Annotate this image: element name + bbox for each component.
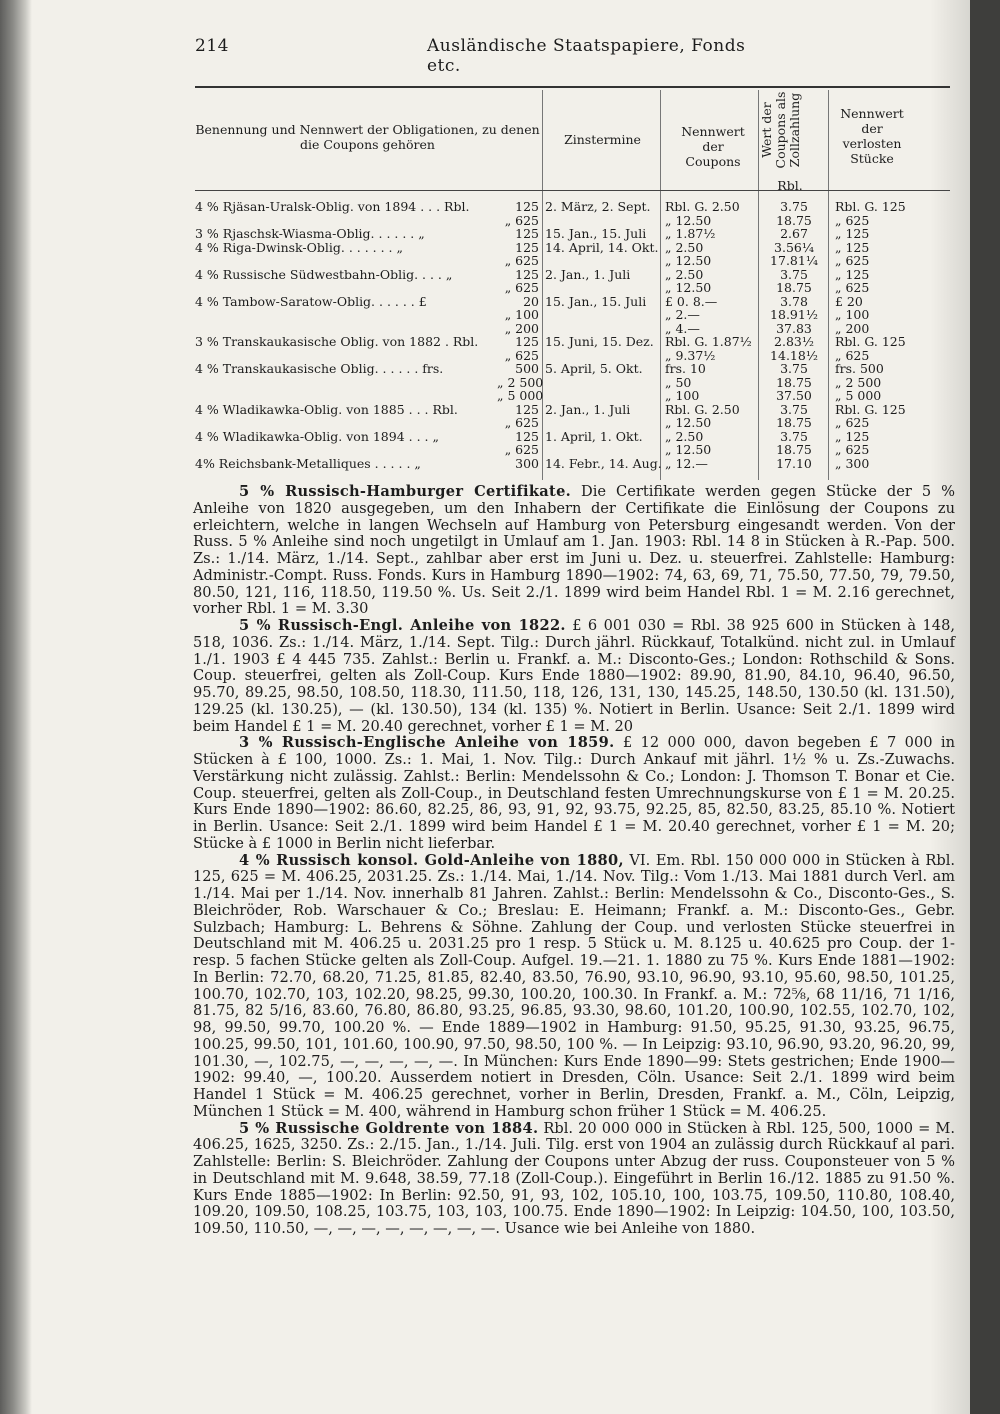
table-cell-coupon: „ 2.50 <box>665 266 704 282</box>
table-cell-name: 4 % Wladikawka-Oblig. von 1885 . . . Rbl. <box>195 401 458 417</box>
table-header-rule <box>195 190 950 191</box>
table-cell-coupon: „ 12.50 <box>665 442 712 457</box>
table-cell-drawn: „ 125 <box>835 226 870 241</box>
table-cell-value: 2.83½ <box>774 334 814 349</box>
col-header-interest-dates: Zinstermine <box>564 132 641 147</box>
table-cell-value: 37.83 <box>776 320 812 336</box>
bond-coupon-table <box>195 200 955 480</box>
table-cell-value: 17.10 <box>776 455 812 471</box>
table-cell-name: 4 % Transkaukasische Oblig. . . . . . frs. <box>195 361 444 376</box>
table-cell-value: 3.75 <box>780 428 808 444</box>
table-cell-dates: 2. Jan., 1. Juli <box>545 401 631 417</box>
table-cell-nom: 125 <box>515 239 539 255</box>
table-cell-drawn: „ 5 000 <box>835 388 882 403</box>
table-cell-dates <box>545 254 657 268</box>
table-cell-nom: „ 625 <box>504 442 539 457</box>
table-cell-dates <box>545 443 657 457</box>
paragraph <box>193 1121 955 1238</box>
table-cell-value: 14.18½ <box>770 347 818 363</box>
table-cell-nom: „ 2 500 <box>497 374 544 390</box>
paragraph <box>193 484 955 618</box>
table-cell-name: 4 % Rjäsan-Uralsk-Oblig. von 1894 . . . Rbl. <box>195 199 470 214</box>
column-coupon-value <box>761 200 827 470</box>
table-cell-dates <box>545 281 657 295</box>
table-cell-dates <box>545 308 657 322</box>
table-cell-coupon: Rbl. G. 1.87½ <box>665 334 752 349</box>
table-cell-name <box>195 322 533 336</box>
table-cell-name <box>195 349 533 363</box>
table-cell-drawn: frs. 500 <box>835 361 884 376</box>
table-cell-name: 3 % Transkaukasische Oblig. von 1882 . Rbl. <box>195 334 479 349</box>
table-cell-nom: 500 <box>515 361 539 376</box>
table-cell-name: 4 % Tambow-Saratow-Oblig. . . . . . £ <box>195 293 427 309</box>
table-cell-name: 4 % Russische Südwestbahn-Oblig. . . . „ <box>195 266 453 282</box>
table-cell-name <box>195 389 533 403</box>
header-rule <box>195 86 950 88</box>
table-cell-nom: „ 625 <box>504 415 539 430</box>
table-cell-coupon: „ 12.— <box>665 455 708 471</box>
table-cell-dates <box>545 214 657 228</box>
paragraph-heading: 3 % Russisch-Englische Anleihe von 1859. <box>239 734 615 752</box>
col-header-designation: Benennung und Nennwert der Obligationen, zu denen die Coupons gehören <box>195 122 540 152</box>
scan-edge-left <box>0 0 32 1414</box>
table-cell-coupon: „ 12.50 <box>665 280 712 295</box>
table-cell-value: 18.75 <box>776 280 812 295</box>
table-cell-value: 3.75 <box>780 361 808 376</box>
table-cell-drawn: „ 625 <box>835 347 870 363</box>
table-cell-dates: 2. März, 2. Sept. <box>545 199 651 214</box>
table-cell-drawn: „ 100 <box>835 307 870 322</box>
table-cell-coupon: „ 9.37½ <box>665 347 716 363</box>
table-cell-coupon: „ 2.50 <box>665 239 704 255</box>
table-cell-name <box>195 376 533 390</box>
table-cell-value: 3.78 <box>780 293 808 309</box>
column-coupon-nominal <box>665 200 751 470</box>
table-cell-dates: 15. Jan., 15. Juli <box>545 293 647 309</box>
paragraph <box>193 853 955 1121</box>
paragraph-text: VI. Em. Rbl. 150 000 000 in Stücken à Rbl. 125, 625 = M. 406.25, 2031.25. Zs.: 1./14. Mai, 1./14. Nov. Tilg.: Vom 1./13. Mai 1881 durch Verl. am 1./14. Mai per 1./14. Nov. innerhalb 81 Jahren. Zahlst.: Berlin: Mendelssohn & Co., Disconto-Ges., S. Bleichröder, Rob. Warschauer & Co.; Breslau: E. Heimann; Frankf. a. M.: Disconto-Ges., Gebr. Sulzbach; Hamburg: L. Behrens & Söhne. Zahlung der Coup. und verlosten Stücke steuerfrei in Deutschland mit M. 406.25 u. 2031.25 pro 1 resp. 5 Stück u. M. 8.125 u. 40.625 pro Coup. der 1- resp. 5 fachen Stücke gelten als Zoll-Coup. Aufgel. 19.—21. 1. 1880 zu 75 %. Kurs Ende 1881—1902: In Berlin: 72.70, 68.20, 71.25, 81.85, 82.40, 83.50, 76.90, 93.10, 96.90, 93.10, 95.60, 98.50, 101.25, 100.70, 102.70, 103, 102.20, 98.25, 99.30, 100.20, 100.30. In Frankf. a. M.: 72⅝, 68 11/16, 71 1/16, 81.75, 82 5/16, 83.60, 76.80, 86.80, 93.25, 96.85, 93.30, 98.60, 101.20, 100.90, 102.55, 102.70, 102, 98, 99.50, 99.70, 100.20 %. — Ende 1889—1902 in Hamburg: 91.50, 95.25, 91.30, 93.25, 96.75, 100.25, 99.50, 101, 101.60, 100.90, 97.50, 98.50, 100 %. — In Leipzig: 93.10, 96.90, 93.20, 96.20, 99, 101.30, —, 102.75, —, —, —, —, —. In München: Kurs Ende 1890—99: Stets gestrichen; Ende 1900—1902: 99.40, —, 100.20. Ausserdem notiert in Dresden, Cöln. Usance: Seit 2./1. 1899 wird beim Handel 1 Stück = M. 406.25 gerechnet, vorher in Berlin, Dresden, Frankf. a. M., Cöln, Leipzig, München 1 Stück = M. 400, während in Hamburg schon früher 1 Stück = M. 406.25. <box>193 851 955 1120</box>
table-cell-name <box>195 254 533 268</box>
table-cell-coupon: £ 0. 8.— <box>665 293 718 309</box>
table-cell-coupon: frs. 10 <box>665 361 706 376</box>
table-header <box>195 90 950 190</box>
table-cell-drawn: „ 625 <box>835 253 870 268</box>
table-cell-name: 3 % Rjaschsk-Wiasma-Oblig. . . . . . „ <box>195 226 425 241</box>
table-cell-value: 3.75 <box>780 199 808 214</box>
table-cell-dates: 1. April, 1. Okt. <box>545 428 643 444</box>
page-number: 214 <box>195 36 229 56</box>
table-cell-value: 17.81¼ <box>770 253 818 268</box>
table-cell-coupon: „ 12.50 <box>665 212 712 228</box>
table-cell-coupon: „ 4.— <box>665 320 700 336</box>
table-cell-coupon: „ 100 <box>665 388 700 403</box>
table-cell-name: 4% Reichsbank-Metalliques . . . . . „ <box>195 455 421 471</box>
table-cell-drawn: „ 125 <box>835 266 870 282</box>
table-cell-nom: „ 625 <box>504 280 539 295</box>
table-cell-coupon: Rbl. G. 2.50 <box>665 199 740 214</box>
col-header-drawn-nominal: Nennwert der verlosten Stücke <box>840 106 904 166</box>
table-cell-drawn: Rbl. G. 125 <box>835 401 906 417</box>
table-cell-value: 2.67 <box>780 226 808 241</box>
table-cell-drawn: „ 2 500 <box>835 374 882 390</box>
table-cell-dates <box>545 389 657 403</box>
paragraph-heading: 5 % Russisch-Engl. Anleihe von 1822. <box>239 617 566 634</box>
paragraph-heading: 4 % Russisch konsol. Gold-Anleihe von 1880, <box>239 851 624 869</box>
table-cell-name <box>195 416 533 430</box>
table-cell-drawn: „ 625 <box>835 415 870 430</box>
table-cell-dates: 14. April, 14. Okt. <box>545 239 659 255</box>
paragraph-text: £ 12 000 000, davon begeben £ 7 000 in Stücken à £ 100, 1000. Zs.: 1. Mai, 1. Nov. Tilg.: Durch Ankauf mit jährl. 1½ % u. Zs.-Zuwachs. Verstärkung nicht zulässig. Zahlst.: Berlin: Mendelssohn & Co.; London: J. Thomson T. Bonar et Cie. Coup. steuerfrei, gelten als Zoll-Coup., in Deutschland festen Umrechnungskurse von £ 1 = M. 20.25. Kurs Ende 1890—1902: 86.60, 82.25, 86, 93, 91, 92, 93.75, 92.25, 85, 82.50, 83.25, 85.10 %. Notiert in Berlin. Usance: Seit 2./1. 1899 wird beim Handel £ 1 = M. 20.40 gerechnet, vorher £ 1 = M. 20; Stücke à £ 1000 in Berlin nicht lieferbar. <box>193 734 955 852</box>
column-interest-dates <box>545 199 662 471</box>
table-cell-nom: „ 5 000 <box>497 388 544 403</box>
column-designation <box>195 200 533 470</box>
running-title: Ausländische Staatspapiere, Fonds etc. <box>427 36 746 76</box>
table-cell-value: 3.75 <box>780 401 808 417</box>
table-cell-drawn: Rbl. G. 125 <box>835 199 906 214</box>
column-drawn-nominal <box>835 200 907 470</box>
table-cell-value: 18.75 <box>776 442 812 457</box>
paragraph-heading: 5 % Russische Goldrente von 1884. <box>239 1119 539 1137</box>
table-cell-dates: 14. Febr., 14. Aug. <box>545 455 662 471</box>
col-header-coupon-value-text: Wert der Coupons als Zollzahlung <box>759 91 802 169</box>
article-body <box>193 484 955 1238</box>
table-cell-dates <box>545 416 657 430</box>
table-cell-coupon: „ 1.87½ <box>665 226 716 241</box>
table-cell-coupon: „ 12.50 <box>665 253 712 268</box>
table-cell-nom: „ 625 <box>504 253 539 268</box>
table-cell-name <box>195 281 533 295</box>
paragraph-text: £ 6 001 030 = Rbl. 38 925 600 in Stücken à 148, 518, 1036. Zs.: 1./14. März, 1./14. Sept. Tilg.: Durch jährl. Rückkauf, Totalkünd. nicht zul. in Umlauf 1./1. 1903 £ 4 445 735. Zahlst.: Berlin u. Frankf. a. M.: Disconto-Ges.; London: Rothschild & Sons. Coup. steuerfrei, gelten als Zoll-Coup. Kurs Ende 1880—1902: 89.90, 81.90, 84.10, 96.40, 96.50, 95.70, 89.25, 98.50, 108.50, 118.30, 111.50, 118, 126, 131, 130, 145.25, 148.50, 130.50 (kl. 131.50), 129.25 (kl. 130.25), — (kl. 130.50), 134 (kl. 135) %. Notiert in Berlin. Usance: Seit 2./1. 1899 wird beim Handel £ 1 = M. 20.40 gerechnet, vorher £ 1 = M. 20 <box>193 617 956 735</box>
table-cell-dates <box>545 349 657 363</box>
table-cell-nom: 125 <box>515 199 539 214</box>
table-cell-value: 3.56¼ <box>774 239 814 255</box>
page-header <box>195 36 770 76</box>
table-cell-nom: 20 <box>523 293 539 309</box>
table-cell-nom: 125 <box>515 266 539 282</box>
paragraph <box>193 735 955 852</box>
table-cell-nom: „ 625 <box>504 347 539 363</box>
table-cell-coupon: Rbl. G. 2.50 <box>665 401 740 417</box>
table-cell-nom: 125 <box>515 401 539 417</box>
table-cell-coupon: „ 2.50 <box>665 428 704 444</box>
table-cell-dates <box>545 376 657 390</box>
table-cell-name <box>195 308 533 322</box>
table-cell-dates: 5. April, 5. Okt. <box>545 361 643 376</box>
table-cell-nom: 125 <box>515 226 539 241</box>
table-cell-drawn: „ 625 <box>835 280 870 295</box>
table-cell-dates: 2. Jan., 1. Juli <box>545 266 631 282</box>
table-cell-dates: 15. Juni, 15. Dez. <box>545 334 654 349</box>
table-cell-nom: „ 200 <box>504 320 539 336</box>
table-cell-nom: 125 <box>515 428 539 444</box>
table-cell-coupon: „ 12.50 <box>665 415 712 430</box>
table-cell-name <box>195 443 533 457</box>
table-cell-nom: 300 <box>515 455 539 471</box>
table-cell-nom: „ 625 <box>504 212 539 228</box>
table-cell-drawn: „ 125 <box>835 239 870 255</box>
table-cell-name: 4 % Riga-Dwinsk-Oblig. . . . . . . „ <box>195 239 403 255</box>
table-cell-coupon: „ 2.— <box>665 307 700 322</box>
table-cell-drawn: „ 200 <box>835 320 870 336</box>
column-nominal <box>497 199 544 471</box>
col-header-coupon-nominal: Nennwert der Coupons <box>681 124 745 169</box>
col-header-coupon-value <box>758 92 822 176</box>
scan-edge-strip <box>970 0 1000 1414</box>
table-cell-nom: „ 100 <box>504 307 539 322</box>
table-cell-dates <box>545 322 657 336</box>
paragraph-text: Die Certifikate werden gegen Stücke der 5 % Anleihe von 1820 ausgegeben, um den Inhabern der Certifikate die Einlösung der Coupons zu erleichtern, welche in langen Wechseln auf Hamburg von Petersburg eingesandt werden. Von der Russ. 5 % Anleihe sind noch ungetilgt in Umlauf am 1. Jan. 1903: Rbl. 14 8 in Stücken à R.-Pap. 500. Zs.: 1./14. März, 1./14. Sept., zahlbar aber erst im Juni u. Dez. u. steuerfrei. Zahlstelle: Hamburg: Administr.-Compt. Russ. Fonds. Kurs in Hamburg 1890—1902: 74, 63, 69, 71, 75.50, 77.50, 79, 79.50, 80.50, 121, 116, 118.50, 119.50 %. Us. Seit 2./1. 1899 wird beim Handel Rbl. 1 = M. 2.16 gerechnet, vorher Rbl. 1 = M. 3.30 <box>193 483 955 618</box>
table-cell-name: 4 % Wladikawka-Oblig. von 1894 . . . „ <box>195 428 439 444</box>
col-header-coupon-value-unit: Rbl. <box>777 178 803 193</box>
table-cell-value: 18.91½ <box>770 307 818 322</box>
table-cell-nom: 125 <box>515 334 539 349</box>
table-cell-value: 3.75 <box>780 266 808 282</box>
table-cell-value: 37.50 <box>776 388 812 403</box>
table-cell-name <box>195 214 533 228</box>
table-cell-coupon: „ 50 <box>665 374 692 390</box>
table-cell-value: 18.75 <box>776 212 812 228</box>
table-cell-drawn: £ 20 <box>835 293 863 309</box>
paragraph <box>193 618 955 735</box>
table-cell-value: 18.75 <box>776 374 812 390</box>
paragraph-text: Rbl. 20 000 000 in Stücken à Rbl. 125, 500, 1000 = M. 406.25, 1625, 3250. Zs.: 2./15. Jan., 1./14. Juli. Tilg. erst von 1904 an zulässig durch Rückkauf al pari. Zahlstelle: Berlin: S. Bleichröder. Zahlung der Coupons unter Abzug der russ. Couponsteuer von 5 % in Deutschland mit M. 9.648, 38.59, 77.18 (Zoll-Coup.). Eingeführt in Berlin 16./12. 1885 zu 91.50 %. Kurs Ende 1885—1902: In Berlin: 92.50, 91, 93, 102, 105.10, 100, 103.75, 109.50, 110.80, 108.40, 109.20, 109.50, 108.25, 103.75, 103, 103, 100.75. Ende 1890—1902: In Leipzig: 104.50, 100, 103.50, 109.50, 110.50, —, —, —, —, —, —, —, —. Usance wie bei Anleihe von 1880. <box>193 1119 955 1237</box>
table-cell-drawn: „ 300 <box>835 455 870 471</box>
table-cell-drawn: „ 125 <box>835 428 870 444</box>
table-cell-value: 18.75 <box>776 415 812 430</box>
table-cell-dates: 15. Jan., 15. Juli <box>545 226 647 241</box>
paragraph-heading: 5 % Russisch-Hamburger Certifikate. <box>239 483 572 500</box>
table-cell-drawn: „ 625 <box>835 212 870 228</box>
table-cell-drawn: Rbl. G. 125 <box>835 334 906 349</box>
table-cell-drawn: „ 625 <box>835 442 870 457</box>
